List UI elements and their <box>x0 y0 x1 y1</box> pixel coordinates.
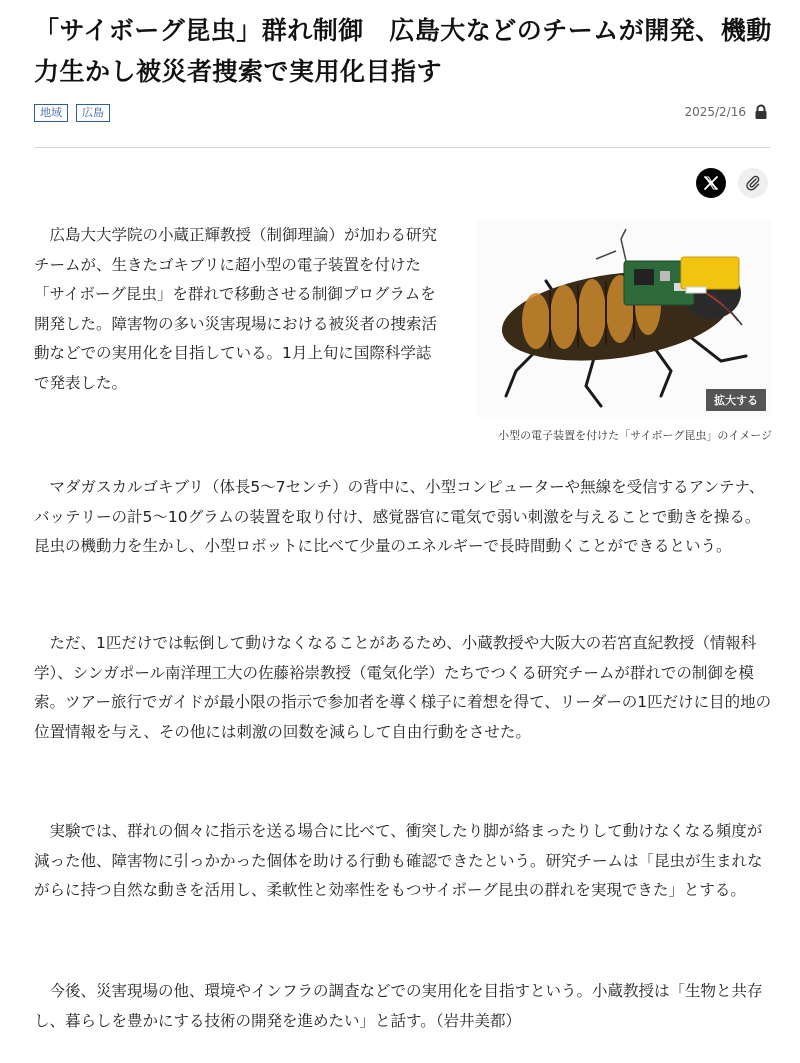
share-buttons <box>696 168 768 198</box>
header-divider <box>34 147 770 148</box>
x-logo-icon <box>703 175 719 191</box>
body-paragraph-3: 実験では、群れの個々に指示を送る場合に比べて、衝突したり脚が絡まったりして動けなくなる頻度が減った他、障害物に引っかかった個体を助ける行動も確認できたという。研究チームは「昆虫が生まれながらに持つ自然な動きを活用し、柔軟性と効率性をもつサイボーグ昆虫の群れを実現できた」とする。 <box>34 822 763 899</box>
enlarge-button[interactable]: 拡大する <box>706 389 766 411</box>
body-paragraph-4: 今後、災害現場の他、環境やインフラの調査などでの実用化を目指すという。小蔵教授は「生物と共存し、暮らしを豊かにする技術の開発を進めたい」と話す。（岩井美都） <box>34 982 763 1030</box>
tag-region[interactable]: 地域 <box>34 104 68 122</box>
cyborg-insect-photo[interactable] <box>476 221 772 417</box>
tag-hiroshima[interactable]: 広島 <box>76 104 110 122</box>
cockroach-illustration <box>476 221 772 417</box>
publish-date: 2025/2/16 <box>684 105 746 119</box>
lead-paragraph: 広島大大学院の小蔵正輝教授（制御理論）が加わる研究チームが、生きたゴキブリに超小型の電子装置を付けた「サイボーグ昆虫」を群れで移動させる制御プログラムを開発した。障害物の多い災害現場における被災者の捜索活動などでの実用化を目指している。1月上旬に国際科学誌で発表した。 <box>34 226 438 392</box>
lock-icon <box>754 104 768 120</box>
body-paragraph-2: ただ、1匹だけでは転倒して動けなくなることがあるため、小蔵教授や大阪大の若宮直紀教授（情報科学）、シンガポール南洋理工大の佐藤裕崇教授（電気化学）たちでつくる研究チームが群れでの制御を模索。ツアー旅行でガイドが最小限の指示で参加者を導く様子に着想を得て、リーダーの1匹だけに目的地の位置情報を与え、その他には刺激の回数を減らして自由行動をさせた。 <box>34 634 772 741</box>
body-paragraph-1: マダガスカルゴキブリ（体長5〜7センチ）の背中に、小型コンピューターや無線を受信するアンテナ、バッテリーの計5〜10グラムの装置を取り付け、感覚器官に電気で弱い刺激を与えることで動きを操る。昆虫の機動力を生かし、小型ロボットに比べて少量のエネルギーで長時間動くことができるという。 <box>34 478 765 555</box>
copy-link-button[interactable] <box>738 168 768 198</box>
paperclip-icon <box>745 175 761 191</box>
date-area <box>684 104 768 120</box>
article-headline: 「サイボーグ昆虫」群れ制御 広島大などのチームが開発、機動力生かし被災者捜索で実用化目指す <box>34 16 772 86</box>
tag-list <box>34 104 110 122</box>
article-figure <box>476 221 772 443</box>
share-x-button[interactable] <box>696 168 726 198</box>
figure-caption: 小型の電子装置を付けた「サイボーグ昆虫」のイメージ <box>498 429 772 442</box>
